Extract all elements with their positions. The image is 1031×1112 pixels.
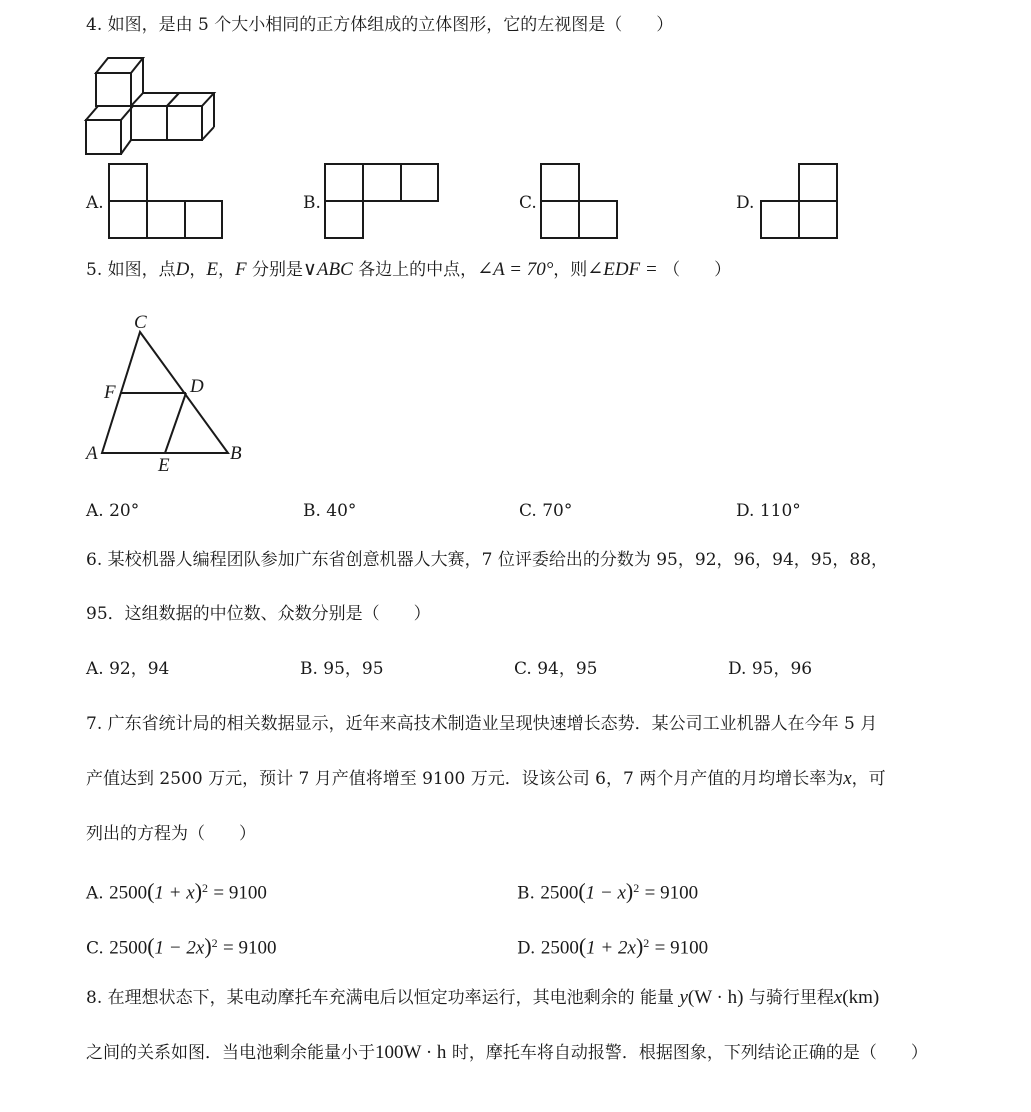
q4-option-c-figure bbox=[540, 163, 620, 239]
q5-sep2: ， bbox=[217, 260, 235, 280]
q4-option-b-figure bbox=[324, 163, 440, 239]
q7-option-b-pre: 2500 bbox=[540, 882, 579, 904]
q4-option-d-label: D. bbox=[736, 193, 755, 213]
q7-option-b-inner: 1 − x bbox=[585, 882, 626, 904]
q4-option-a-figure bbox=[108, 163, 224, 239]
q7-line2 bbox=[86, 768, 886, 790]
q7-option-b-exp: 2 bbox=[633, 881, 640, 895]
q8-line2-b: 时，摩托车将自动报警．根据图象，下列结论正确的是（ ） bbox=[451, 1043, 928, 1063]
q7-line2-b: ，可 bbox=[851, 769, 886, 789]
q5-point-d: D bbox=[175, 259, 190, 280]
q5-label-d: D bbox=[190, 376, 204, 397]
q6-line2: 95．这组数据的中位数、众数分别是（ ） bbox=[86, 604, 431, 624]
q7-line1: 7. 广东省统计局的相关数据显示，近年来高技术制造业呈现快速增长态势．某公司工业机器人在今年 5 月 bbox=[86, 714, 878, 734]
q7-line2-a: 产值达到 2500 万元，预计 7 月产值将增至 9100 万元．设该公司 6，7 两个月产值的月均增长率为 bbox=[86, 769, 844, 789]
q7-option-a-post: = 9100 bbox=[213, 882, 267, 904]
q6-option-d: D. 95，96 bbox=[728, 659, 813, 679]
q7-option-a-label: A. bbox=[86, 883, 104, 904]
q7-option-a-inner: 1 + x bbox=[154, 882, 195, 904]
q5-label-e: E bbox=[158, 455, 170, 476]
q5-point-f: F bbox=[234, 259, 247, 280]
q5-option-d: D. 110° bbox=[736, 501, 801, 521]
q7-option-c-pre: 2500 bbox=[109, 937, 148, 959]
q5-stem bbox=[86, 259, 731, 281]
q5-triangle-figure bbox=[84, 310, 264, 480]
q5-point-e: E bbox=[206, 259, 218, 280]
q7-option-b-post: = 9100 bbox=[644, 882, 699, 904]
q7-option-b-label: B. bbox=[517, 883, 535, 904]
q8-line2-a: 之间的关系如图．当电池剩余能量小于 bbox=[86, 1043, 375, 1063]
q8-line2 bbox=[86, 1042, 928, 1064]
q8-var-y: y bbox=[679, 987, 688, 1008]
q7-option-b: B. $2500(1 - x)^2 = 9100$ bbox=[517, 878, 699, 904]
q5-stem-b: 分别是 bbox=[251, 260, 303, 280]
q7-option-c: C. $2500(1 - 2x)^2 = 9100$ bbox=[86, 933, 277, 959]
q5-stem-c: 各边上的中点， bbox=[358, 260, 478, 280]
q8-unit-km: (km) bbox=[842, 987, 880, 1008]
q6-option-a: A. 92，94 bbox=[86, 659, 170, 679]
q5-option-c: C. 70° bbox=[519, 501, 573, 521]
q8-line1-b: 与骑行里程 bbox=[748, 988, 834, 1008]
q5-stem-e: （ ） bbox=[663, 260, 732, 280]
q4-option-c-label: C. bbox=[519, 193, 537, 213]
q5-label-a: A bbox=[86, 443, 98, 464]
q5-stem-d: ，则 bbox=[553, 260, 588, 280]
q7-option-c-post: = 9100 bbox=[223, 937, 277, 959]
q7-option-c-inner: 1 − 2x bbox=[154, 937, 205, 959]
q5-triangle: ∨ABC bbox=[302, 259, 353, 280]
q7-option-a-pre: 2500 bbox=[109, 882, 148, 904]
q7-option-d-label: D. bbox=[517, 938, 536, 959]
q4-stem: 4. 如图，是由 5 个大小相同的正方体组成的立体图形，它的左视图是（ ） bbox=[86, 15, 674, 35]
q5-label-c: C bbox=[134, 312, 147, 333]
q7-option-d-inner: 1 + 2x bbox=[586, 937, 636, 959]
q7-option-d: D. $2500(1 + 2x)^2 = 9100$ bbox=[517, 933, 709, 959]
q8-value: 100W · h bbox=[375, 1042, 447, 1063]
q8-var-x: x bbox=[833, 987, 843, 1008]
q7-var-x: x bbox=[843, 768, 852, 789]
q8-line1-a: 8. 在理想状态下，某电动摩托车充满电后以恒定功率运行，其电池剩余的 能量 bbox=[86, 988, 675, 1008]
q5-option-a: A. 20° bbox=[86, 501, 140, 521]
q4-option-b-label: B. bbox=[303, 193, 321, 213]
q5-label-b: B bbox=[230, 443, 242, 464]
q4-option-a-label: A. bbox=[86, 193, 104, 213]
q4-solid-figure bbox=[84, 56, 224, 156]
q5-angle-edf: ∠EDF = bbox=[587, 259, 658, 280]
q7-option-c-label: C. bbox=[86, 938, 104, 959]
q7-line3: 列出的方程为（ ） bbox=[86, 824, 256, 844]
q7-option-c-exp: 2 bbox=[211, 936, 218, 950]
q7-option-a-exp: 2 bbox=[202, 881, 209, 895]
q7-option-a: A. $2500(1 + x)^2 = 9100$ bbox=[86, 878, 267, 904]
q8-unit-wh: (W · h) bbox=[687, 987, 744, 1008]
q7-option-d-pre: 2500 bbox=[540, 937, 579, 959]
q5-option-b: B. 40° bbox=[303, 501, 357, 521]
q6-line1: 6. 某校机器人编程团队参加广东省创意机器人大赛，7 位评委给出的分数为 95，92，96，94，95，88， bbox=[86, 550, 889, 570]
q6-option-b: B. 95，95 bbox=[300, 659, 384, 679]
q8-line1 bbox=[86, 987, 879, 1009]
q7-option-d-exp: 2 bbox=[643, 936, 650, 950]
q5-label-f: F bbox=[104, 382, 116, 403]
q5-sep1: ， bbox=[189, 260, 207, 280]
q7-option-d-post: = 9100 bbox=[654, 937, 709, 959]
q5-stem-a: 5. 如图，点 bbox=[86, 260, 176, 280]
q5-angle-a: ∠A = 70° bbox=[477, 259, 554, 280]
q6-option-c: C. 94，95 bbox=[514, 659, 598, 679]
q4-option-d-figure bbox=[760, 163, 840, 239]
